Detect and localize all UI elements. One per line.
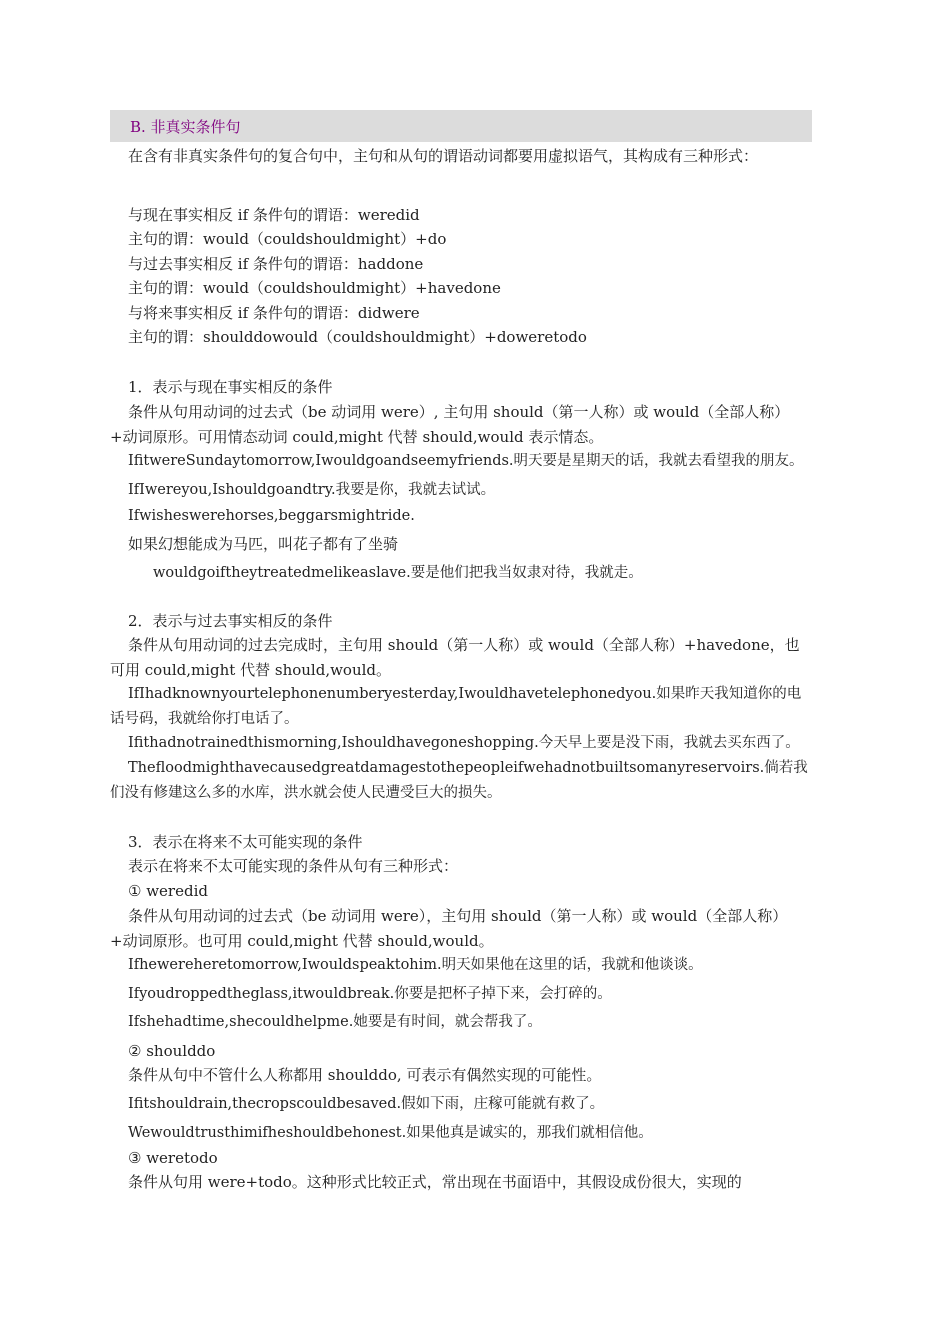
s3-form-1-example-1: Ifhewereheretomorrow,Iwouldspeaktohim.明天如果他在这里的话，我就和他谈谈。: [128, 957, 703, 973]
s2-description: 条件从句用动词的过去完成时，主句用 should（第一人称）或 would（全部人称）+havedone，也可用 could,might 代替 should,would。: [110, 636, 800, 679]
s2-example-3: Thefloodmighthavecausedgreatdamagestothepeopleifwehadnotbuiltsomanyreservoirs.倘若我们没有修建这么多的水库，洪水就会使人民遭受巨大的损失。: [110, 760, 808, 801]
section-title: B. 非真实条件句: [130, 118, 241, 136]
s3-form-1: ① weredid: [128, 882, 208, 900]
s3-form-1-example-3: Ifshehadtime,shecouldhelpme.她要是有时间，就会帮我了。: [128, 1014, 542, 1030]
s3-form-1-example-2: Ifyoudroppedtheglass,itwouldbreak.你要是把杯子掉下来，会打碎的。: [128, 986, 612, 1002]
s2-title: 2．表示与过去事实相反的条件: [128, 612, 333, 630]
form-line-1: 与现在事实相反 if 条件句的谓语：weredid: [128, 206, 420, 224]
form-line-4: 主句的谓：would（couldshouldmight）+havedone: [128, 279, 501, 297]
s3-description: 表示在将来不太可能实现的条件从句有三种形式：: [128, 857, 459, 875]
s3-form-2: ② shoulddo: [128, 1042, 216, 1060]
s3-form-2-example-1: Ifitshouldrain,thecropscouldbesaved.假如下雨，庄稼可能就有救了。: [128, 1096, 605, 1112]
form-line-6: 主句的谓：shoulddowould（couldshouldmight）+doweretodo: [128, 328, 587, 346]
form-line-5: 与将来事实相反 if 条件句的谓语：didwere: [128, 304, 420, 322]
s2-example-2: Ifithadnotrainedthismorning,Ishouldhavegoneshopping.今天早上要是没下雨，我就去买东西了。: [128, 735, 800, 751]
s3-form-2-description: 条件从句中不管什么人称都用 shoulddo, 可表示有偶然实现的可能性。: [128, 1066, 602, 1084]
s1-example-3-translation: 如果幻想能成为马匹，叫花子都有了坐骑: [128, 535, 399, 553]
s3-form-2-example-2: Wewouldtrusthimifheshouldbehonest.如果他真是诚实的，那我们就相信他。: [128, 1125, 653, 1141]
s1-example-4: wouldgoiftheytreatedmelikeaslave.要是他们把我当奴隶对待，我就走。: [153, 565, 643, 581]
s1-example-1: IfitwereSundaytomorrow,Iwouldgoandseemyfriends.明天要是星期天的话，我就去看望我的朋友。: [128, 453, 804, 469]
s3-title: 3．表示在将来不太可能实现的条件: [128, 833, 363, 851]
intro-paragraph: 在含有非真实条件句的复合句中，主句和从句的谓语动词都要用虚拟语气，其构成有三种形式：: [128, 147, 759, 165]
s3-form-3-description: 条件从句用 were+todo。这种形式比较正式，常出现在书面语中，其假设成份很大，实现的: [128, 1173, 742, 1191]
section-heading-bar: [110, 110, 812, 142]
s3-form-1-description: 条件从句用动词的过去式（be 动词用 were），主句用 should（第一人称）或 would（全部人称）+动词原形。也可用 could,might 代替 should,would。: [110, 907, 788, 950]
s1-example-2: IfIwereyou,Ishouldgoandtry.我要是你，我就去试试。: [128, 482, 496, 498]
s3-form-3: ③ weretodo: [128, 1149, 218, 1167]
s1-description: 条件从句用动词的过去式（be 动词用 were）, 主句用 should（第一人称）或 would（全部人称）+动词原形。可用情态动词 could,might 代替 should,would 表示情态。: [110, 403, 790, 446]
s2-example-1: IfIhadknownyourtelephonenumberyesterday,Iwouldhavetelephonedyou.如果昨天我知道你的电话号码，我就给你打电话了。: [110, 686, 802, 727]
s1-example-3: Ifwisheswerehorses,beggarsmightride.: [128, 508, 415, 524]
s1-title: 1．表示与现在事实相反的条件: [128, 378, 333, 396]
form-line-2: 主句的谓：would（couldshouldmight）+do: [128, 230, 447, 248]
form-line-3: 与过去事实相反 if 条件句的谓语：haddone: [128, 255, 424, 273]
